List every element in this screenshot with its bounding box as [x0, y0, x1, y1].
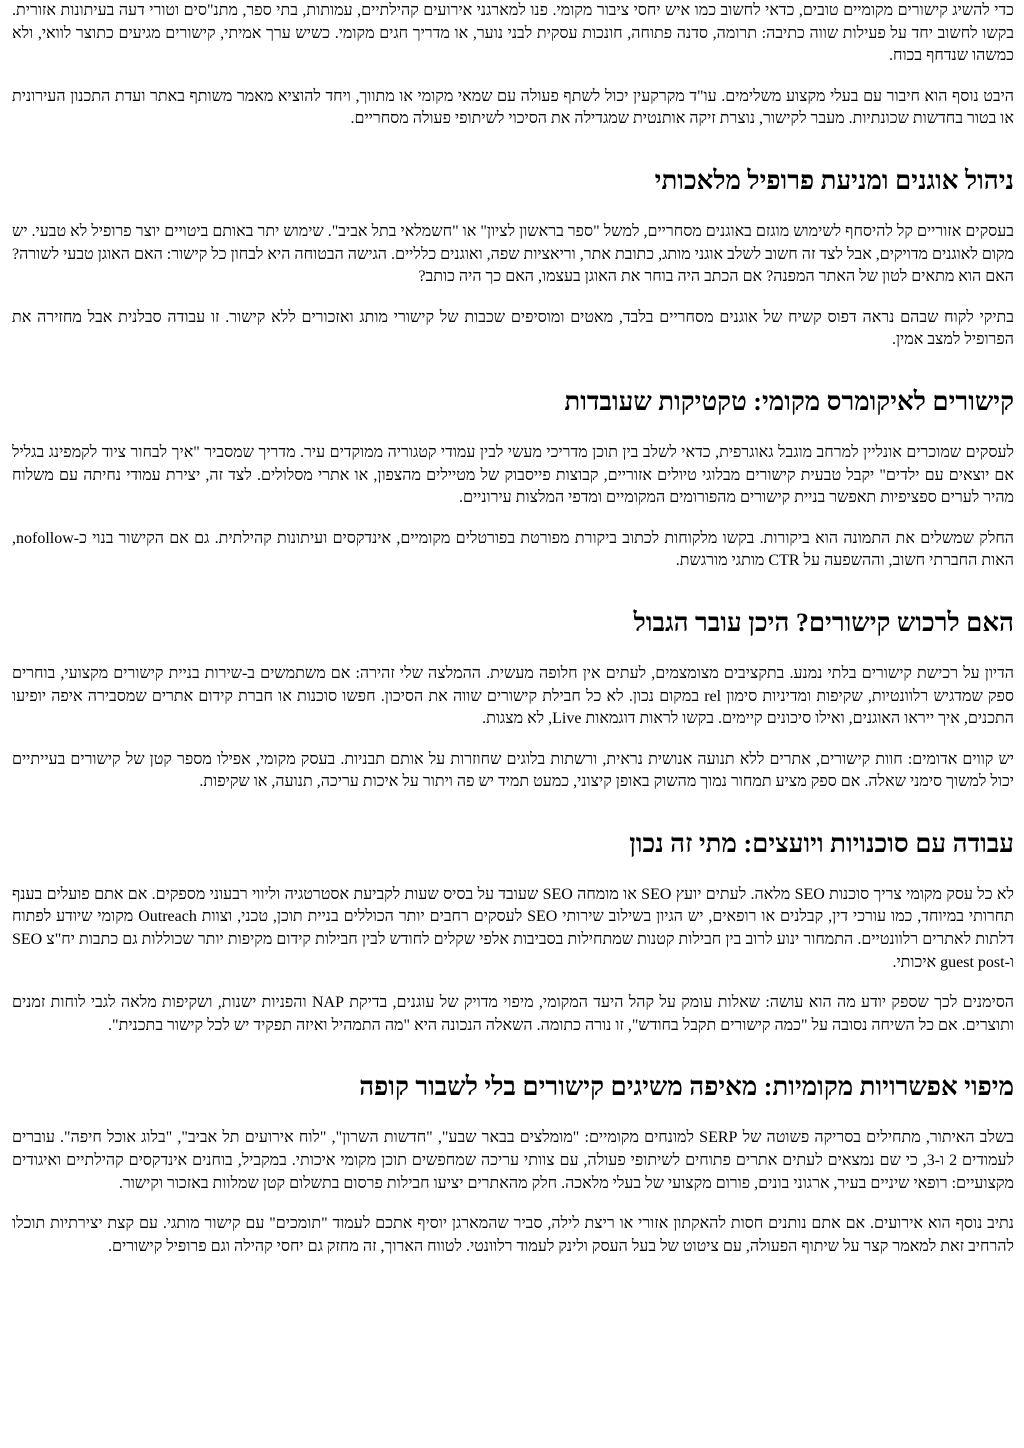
body-paragraph: בתיקי לקוח שבהם נראה דפוס קשיח של אוגנים מסחריים בלבד, מאטים ומוסיפים שכבות של קישורי מותג ואזכורים ללא קישור. זו עבודה סבלנית אבל מחזירה את הפרופיל למצב אמין.: [12, 308, 1014, 349]
section-local-opportunities: [12, 1071, 1014, 1258]
section-heading: האם לרכוש קישורים? היכן עובר הגבול: [633, 607, 1014, 637]
section-buying-links: [12, 607, 1014, 794]
body-paragraph: לא כל עסק מקומי צריך סוכנות SEO מלאה. לעתים יועץ SEO או מומחה SEO שעובד על בסיס שעות לקביעת אסטרטגיה וליווי רבעוני מספקים. אם אתם פועלים בענף תחרותי במיוחד, כמו עורכי דין, קבלנים או רופאים, יש הגיון בשילוב שירותי SEO לעסקים רחבים יותר הכוללים בניית תוכן, טכני, וצוות Outreach מקומי שיודע לפתוח דלתות לאתרים רלוונטיים. התמחור ינוע לרוב בין חבילות קטנות שמתחילות בסביבות אלפי שקלים לחודש לבין חבילות קידום מקיפות יותר שכוללות גם כתבות יח"צ SEO ו-guest post איכותי.: [12, 885, 1015, 971]
body-paragraph: כדי להשיג קישורים מקומיים טובים, כדאי לחשוב כמו איש יחסי ציבור מקומי. פנו למארגני אירועים קהילתיים, עמותות, בתי ספר, מתנ"סים וטורי דעה בעיתונות אזורית. בקשו לחשוב יחד על פעילות שווה כתיבה: תרומה, סדנה פתוחה, חונכות עסקית לבני נוער, או מדריך חגים מקומי. כשיש ערך אמיתי, קישורים מגיעים כתוצר לוואי, ולא כמשהו שנדחף בכוח.: [12, 2, 1014, 65]
body-paragraph: בשלב האיתור, מתחילים בסריקה פשוטה של SERP למונחים מקומיים: "מומלצים בבאר שבע", "חדשות השרון", "לוח אירועים תל אביב", "בלוג אוכל חיפה". עוברים לעמודים 2 ו-3, כי שם נמצאים לעתים אתרים פתוחים לשיתופי פעולה, עם צוותי עריכה שמחפשים תוכן מקומי איכותי. במקביל, בוחנים אינדקסים קהילתיים ואיגודים מקצועיים: רופאי שיניים בעיר, ארגוני בונים, פורום מקצועי של בעלי מלאכה. חלק מהאתרים יציעו חבילות פרסום בתשלום קטן שמלוות באזכור וקישור.: [12, 1129, 1015, 1192]
section-heading: מיפוי אפשרויות מקומיות: מאיפה משיגים קישורים בלי לשבור קופה: [359, 1072, 1014, 1102]
section-anchor-management: [12, 165, 1014, 352]
body-paragraph: הסימנים לכך שספק יודע מה הוא עושה: שאלות עומק על קהל היעד המקומי, מיפוי מדויק של עוגנים, בדיקת NAP והפניות ישנות, ושקיפות מלאה לגבי לוחות זמנים ותוצרים. אם כל השיחה נסובה על "כמה קישורים תקבל בחודש", זו נורה כתומה. השאלה הנכונה היא "מה התמהיל ואיזה תפקיד יש לכל קישור בתכנית".: [12, 994, 1015, 1034]
body-paragraph: החלק שמשלים את התמונה הוא ביקורות. בקשו מלקוחות לכתוב ביקורת מפורטת בפורטלים מקומיים, אינדקסים ועיתונות קהילתית. גם אם הקישור בנוי כ-nofollow, האות החברתי חשוב, וההשפעה על CTR מותגי מורגשת.: [12, 529, 1014, 570]
body-paragraph: היבט נוסף הוא חיבור עם בעלי מקצוע משלימים. עו"ד מקרקעין יכול לשתף פעולה עם שמאי מקומי או מתווך, ויחד להוציא מאמר משותף באתר ועדת התכנון העירונית או בטור בחדשות שכונתיות. מעבר לקישור, נוצרת זיקה אותנטית שמגדילה את הסיכוי לשיתופי פעולה מסחריים.: [12, 87, 1014, 128]
intro-section: [12, 0, 1014, 131]
section-heading: ניהול אוגנים ומניעת פרופיל מלאכותי: [654, 165, 1014, 195]
body-paragraph: נתיב נוסף הוא אירועים. אם אתם נותנים חסות להאקתון אזורי או ריצת לילה, סביר שהמארגן יוסיף אתכם לעמוד "תומכים" עם קישור מותגי. עם קצת יצירתיות תוכלו להרחיב זאת למאמר קצר על שיתוף הפעולה, עם ציטוט של בעל העסק ולינק לעמוד רלוונטי. לטווח הארוך, זה מחזק גם יחסי קהילה וגם פרופיל קישורים.: [12, 1215, 1014, 1255]
body-paragraph: הדיון על רכישת קישורים בלתי נמנע. בתקציבים מצומצמים, לעתים אין חלופה מעשית. ההמלצה שלי זהירה: אם משתמשים ב-שירות בניית קישורים מקצועי, בוחרים ספק שמדגיש רלוונטיות, שקיפות ומדיניות סימון rel במקום נכון. לא כל חבילת קישורים שווה את הסיכון. חפשו סוכנות או חברת קידום אתרים שמסבירה איפה יופיעו התכנים, איך ייראו האוגנים, ואילו סיכונים קיימים. בקשו לראות דוגמאות Live, לא מצגות.: [12, 664, 1015, 728]
section-heading: קישורים לאיקומרס מקומי: טקטיקות שעובדות: [564, 386, 1014, 416]
section-agencies: [12, 828, 1014, 1038]
body-paragraph: לעסקים שמוכרים אונליין למרחב מוגבל גאוגרפית, כדאי לשלב בין תוכן מדריכי מעשי לבין עמודי קטגוריה ממוקדים עיר. מדריך שמסביר "איך לבחור ציוד לקמפינג בגליל אם יוצאים עם ילדים" יקבל טבעית קישורים מבלוגי טיולים אזוריים, קבוצות פייסבוק של מטיילים מהצפון, או אתרי מסלולים. לצד זה, יצירת עמודי נחיתה עם משלוח מהיר לערים ספציפיות תאפשר בניית קישורים מהפורומים המקומיים ומדפי המלצות עירוניים.: [12, 443, 1014, 507]
body-paragraph: יש קווים אדומים: חוות קישורים, אתרים ללא תנועה אנושית נראית, ורשתות בלוגים שחוזרות על אותם תבניות. בעסק מקומי, אפילו מספר קטן של קישורים בעייתיים יכול למשוך סימני שאלה. אם ספק מציע תמחור נמוך מהשוק באופן קיצוני, כמעט תמיד יש פה ויתור על איכות עריכה, תנועה, או שקיפות.: [12, 750, 1014, 791]
section-local-ecommerce: [12, 386, 1014, 573]
section-heading: עבודה עם סוכנויות ויועצים: מתי זה נכון: [629, 828, 1014, 858]
body-paragraph: בעסקים אזוריים קל להיסחף לשימוש מוגזם באוגנים מסחריים, למשל "ספר בראשון לציון" או "חשמלאי בתל אביב". שימוש יתר באותם ביטויים יוצר פרופיל לא טבעי. יש מקום לאוגנים מדויקים, אבל לצד זה חשוב לשלב אוגני מותג, כתובת אתר, וריאציות שפה, ואוגנים כלליים. הגישה הבטוחה היא לבחון כל קישור: האם האוגן טבעי לשורה? האם הוא מתאים לטון של האתר המפנה? אם הכתב היה בוחר את האוגן בעצמו, האם כך היה כותב?: [12, 222, 1014, 286]
